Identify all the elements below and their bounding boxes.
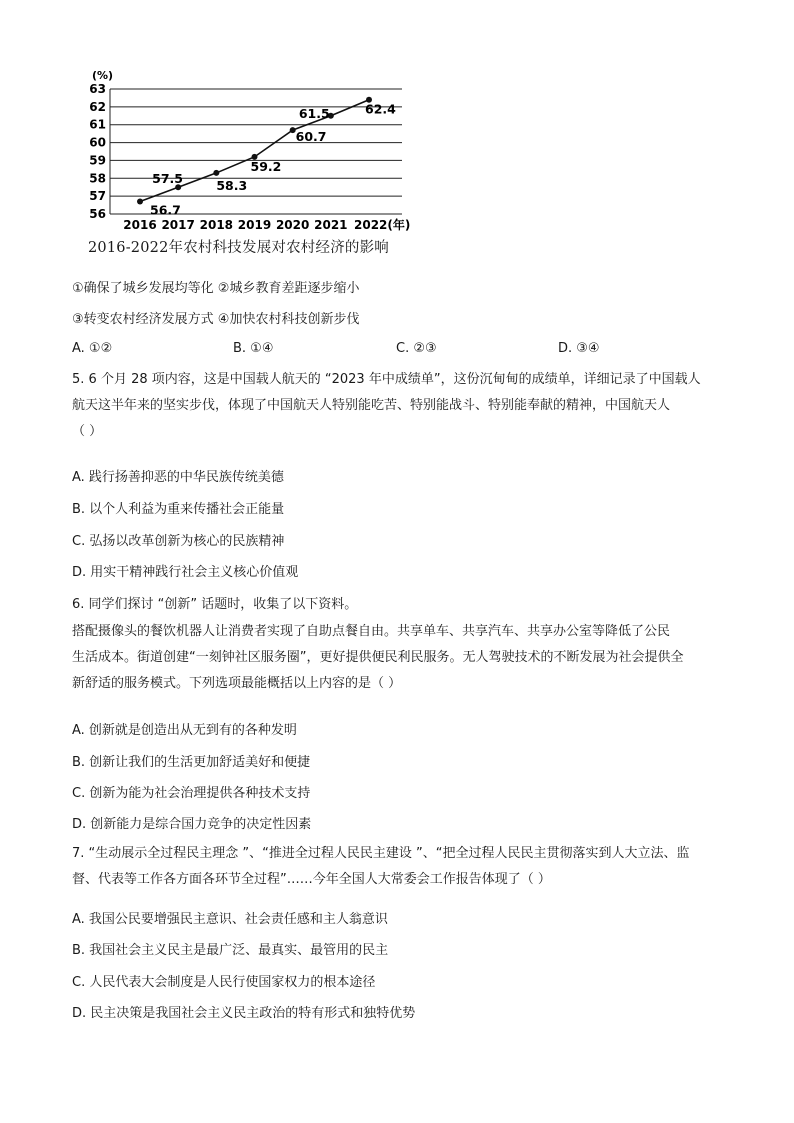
y-tick-label: 59 [89, 153, 106, 168]
y-tick-label: 57 [89, 189, 106, 204]
q5-option-b[interactable]: B. 以个人利益为重来传播社会正能量 [72, 502, 285, 517]
x-tick-label: 2018 [199, 218, 234, 232]
data-label: 60.7 [295, 129, 327, 145]
q7-stem-line1: 7. “生动展示全过程民主理念 ”、“推进全过程人民民主建设 ”、“把全过程人民民主贯彻落实到人大立法、监 [72, 846, 690, 861]
q6-option-c[interactable]: C. 创新为能为社会治理提供各种技术支持 [72, 786, 311, 801]
q4-statements-line2: ③转变农村经济发展方式 ④加快农村科技创新步伐 [72, 312, 360, 327]
q7-stem-line2: 督、代表等工作各方面各环节全过程”……今年全国人大常委会工作报告体现了（ ） [72, 872, 551, 887]
data-label: 56.7 [150, 202, 181, 218]
q4-option-d[interactable]: D. ③④ [558, 341, 600, 356]
y-tick-label: 63 [89, 82, 106, 96]
q5-stem-line2: 航天这半年来的坚实步伐，体现了中国航天人特别能吃苦、特别能战斗、特别能奉献的精神，中国航天人 [72, 398, 671, 413]
q4-option-c[interactable]: C. ②③ [396, 341, 437, 356]
q5-stem [72, 367, 732, 445]
q6-option-d[interactable]: D. 创新能力是综合国力竞争的决定性因素 [72, 817, 312, 832]
y-tick-label: 62 [89, 99, 106, 114]
data-label: 62.4 [365, 101, 396, 117]
data-label: 57.5 [152, 171, 184, 187]
q6-material [72, 619, 732, 697]
q4-option-a[interactable]: A. ①② [72, 341, 113, 356]
y-unit-label: (%) [92, 69, 114, 82]
q4-statements-line1: ①确保了城乡发展均等化 ②城乡教育差距逐步缩小 [72, 281, 360, 296]
x-tick-label: 2017 [161, 218, 195, 232]
q6-option-a[interactable]: A. 创新就是创造出从无到有的各种发明 [72, 723, 297, 738]
q7-stem [72, 841, 732, 893]
data-point [137, 199, 143, 205]
q7-option-d[interactable]: D. 民主决策是我国社会主义民主政治的特有形式和独特优势 [72, 1006, 416, 1021]
data-label: 59.2 [250, 158, 282, 174]
data-label: 61.5 [298, 105, 330, 121]
x-tick-label: 2016 [123, 218, 157, 232]
q6-material-line1: 搭配摄像头的餐饮机器人让消费者实现了自助点餐自由。共享单车、共享汽车、共享办公室等降低了公民 [72, 624, 671, 639]
y-tick-label: 56 [89, 207, 106, 221]
x-tick-label: 2022(年) [354, 218, 411, 232]
q6-stem: 6. 同学们探讨 “创新” 话题时，收集了以下资料。 [72, 597, 358, 612]
q7-option-c[interactable]: C. 人民代表大会制度是人民行使国家权力的根本途径 [72, 975, 376, 990]
q6-option-b[interactable]: B. 创新让我们的生活更加舒适美好和便捷 [72, 755, 311, 770]
q5-stem-line1: 5. 6 个月 28 项内容，这是中国载人航天的 “2023 年中成绩单”，这份沉甸甸的成绩单，详细记录了中国载人 [72, 372, 701, 387]
q5-option-c[interactable]: C. 弘扬以改革创新为核心的民族精神 [72, 534, 285, 549]
y-tick-label: 60 [89, 135, 106, 150]
q6-material-line2: 生活成本。街道创建“一刻钟社区服务圈”，更好提供便民利民服务。无人驾驶技术的不断发展为社会提供全 [72, 650, 684, 665]
q6-material-line3: 新舒适的服务模式。下列选项最能概括以上内容的是（ ） [72, 676, 402, 691]
data-label: 58.3 [216, 177, 248, 193]
q7-option-b[interactable]: B. 我国社会主义民主是最广泛、最真实、最管用的民主 [72, 943, 389, 958]
q4-option-b[interactable]: B. ①④ [233, 341, 274, 356]
chart-svg [80, 62, 440, 237]
data-point [213, 170, 219, 176]
x-tick-label: 2021 [314, 218, 348, 232]
q5-answer-blank: （ ） [72, 424, 103, 439]
y-tick-label: 58 [89, 171, 106, 186]
x-tick-label: 2019 [237, 218, 272, 232]
q5-option-d[interactable]: D. 用实干精神践行社会主义核心价值观 [72, 565, 299, 580]
y-tick-label: 61 [89, 117, 106, 132]
series-line [140, 100, 369, 202]
x-tick-label: 2020 [275, 218, 310, 232]
line-chart [80, 62, 440, 262]
chart-caption: 2016-2022年农村科技发展对农村经济的影响 [88, 240, 390, 256]
q7-option-a[interactable]: A. 我国公民要增强民主意识、社会责任感和主人翁意识 [72, 912, 388, 927]
q5-option-a[interactable]: A. 践行扬善抑恶的中华民族传统美德 [72, 470, 284, 485]
